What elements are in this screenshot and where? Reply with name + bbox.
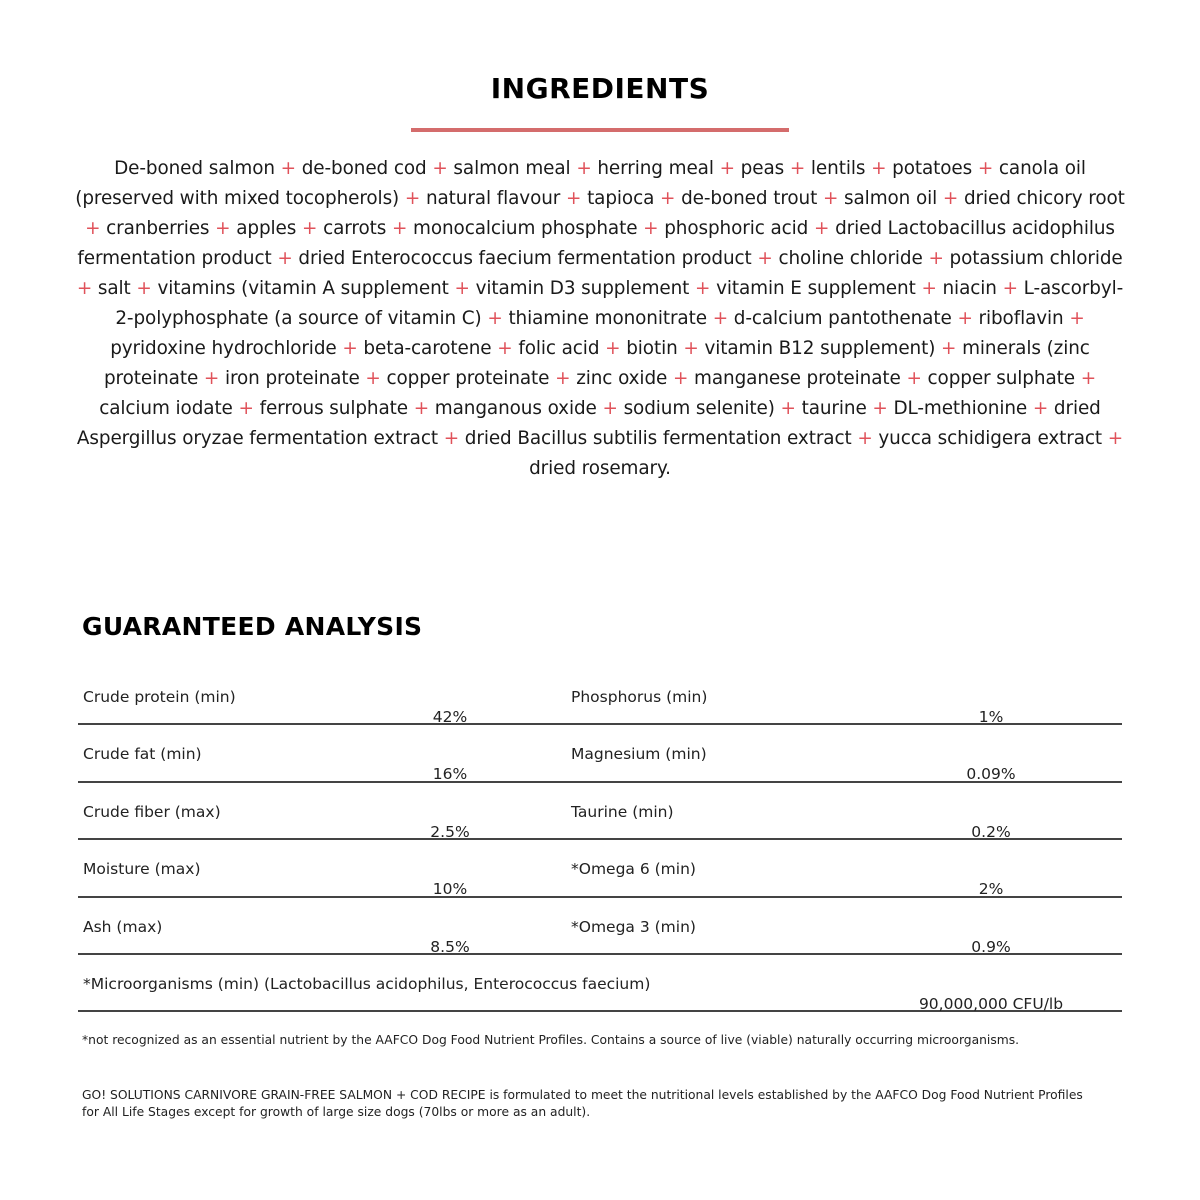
ingredient-item: tapioca: [587, 188, 655, 209]
plus-separator-icon: +: [342, 338, 358, 359]
footnote: *not recognized as an essential nutrient by the AAFCO Dog Food Nutrient Profiles. Contains a source of live (viable) naturally occurring microorganisms.: [82, 1033, 1020, 1047]
plus-separator-icon: +: [695, 278, 711, 299]
plus-separator-icon: +: [719, 158, 735, 179]
nutrient-label: Crude protein (min): [83, 688, 236, 706]
ingredient-item: copper sulphate: [927, 368, 1075, 389]
ingredient-item: L-ascorbyl-2-polyphosphate (a source of vitamin C): [115, 278, 1124, 329]
plus-separator-icon: +: [277, 248, 293, 269]
ingredient-item: sodium selenite): [623, 398, 775, 419]
ingredient-item: thiamine mononitrate: [508, 308, 707, 329]
ingredient-item: canola oil (preserved with mixed tocopherols): [75, 158, 1086, 209]
nutrient-label: Crude fiber (max): [83, 802, 221, 821]
plus-separator-icon: +: [977, 158, 994, 179]
ingredient-item: manganous oxide: [434, 398, 597, 419]
plus-separator-icon: +: [789, 158, 806, 179]
plus-separator-icon: +: [814, 218, 830, 239]
plus-separator-icon: +: [215, 218, 231, 239]
ingredient-item: salmon meal: [453, 158, 571, 179]
ingredient-item: choline chloride: [778, 248, 923, 269]
ingredient-item: potatoes: [892, 158, 973, 179]
ingredient-item: monocalcium phosphate: [413, 218, 638, 239]
plus-separator-icon: +: [957, 308, 973, 329]
nutrient-value: 1%: [978, 708, 1004, 726]
plus-separator-icon: +: [683, 338, 699, 359]
plus-separator-icon: +: [1107, 428, 1124, 449]
ingredient-item: calcium iodate: [99, 398, 233, 419]
nutrient-label: *Omega 3 (min): [571, 917, 696, 936]
plus-separator-icon: +: [566, 188, 582, 209]
ingredient-item: carrots: [323, 218, 387, 239]
ingredient-item: zinc oxide: [576, 368, 668, 389]
plus-separator-icon: +: [391, 218, 408, 239]
ingredient-item: yucca schidigera extract: [878, 428, 1103, 449]
ingredient-item: taurine: [801, 398, 867, 419]
ingredients-title: INGREDIENTS: [490, 72, 710, 105]
ingredients-underline-divider: [411, 128, 789, 132]
plus-separator-icon: +: [487, 308, 503, 329]
ingredient-item: niacin: [942, 278, 997, 299]
nutrient-label: Magnesium (min): [571, 745, 707, 764]
ingredient-item: folic acid: [518, 338, 600, 359]
nutrient-value: 0.09%: [966, 765, 1016, 784]
ingredient-item: apples: [236, 218, 297, 239]
ingredient-item: herring meal: [597, 158, 714, 179]
nutrient-value: 0.2%: [971, 822, 1011, 841]
plus-separator-icon: +: [602, 398, 618, 419]
ingredient-item: d-calcium pantothenate: [733, 308, 952, 329]
plus-separator-icon: +: [443, 428, 460, 449]
ingredient-item: de-boned trout: [681, 188, 818, 209]
plus-separator-icon: +: [404, 188, 421, 209]
plus-separator-icon: +: [203, 368, 220, 389]
nutrient-label: *Omega 6 (min): [571, 860, 696, 879]
plus-separator-icon: +: [413, 398, 430, 419]
microorganisms-label: *Microorganisms (min) (Lactobacillus acidophilus, Enterococcus faecium): [83, 974, 651, 993]
plus-separator-icon: +: [1080, 368, 1096, 389]
plus-separator-icon: +: [302, 218, 318, 239]
aafco-statement: GO! SOLUTIONS CARNIVORE GRAIN-FREE SALMON + COD RECIPE is formulated to meet the nutritional levels established by the AAFCO Dog Food Nutrient Profiles for All Life Stages except for growth of large size dogs (70lbs or more as an adult).: [82, 1088, 1083, 1119]
ingredient-item: riboflavin: [978, 308, 1064, 329]
ingredient-item: pyridoxine hydrochloride: [110, 338, 337, 359]
ingredient-item: salmon oil: [844, 188, 938, 209]
ingredient-item: manganese proteinate: [694, 368, 901, 389]
table-row-microorganisms: [78, 955, 1122, 1012]
ingredient-item: vitamin D3 supplement: [475, 278, 690, 299]
ingredient-item: DL-methionine: [893, 398, 1028, 419]
nutrient-value: 2.5%: [430, 822, 470, 841]
ingredient-item: vitamin B12 supplement): [704, 338, 936, 359]
table-row: [78, 783, 1122, 840]
ingredient-item: de-boned cod: [301, 158, 427, 179]
nutrient-value: 2%: [978, 880, 1004, 899]
plus-separator-icon: +: [280, 158, 296, 179]
plus-separator-icon: +: [605, 338, 621, 359]
nutrient-value: 16%: [432, 765, 468, 784]
nutrient-label: Crude fat (min): [83, 745, 202, 764]
nutrient-value: 10%: [432, 880, 468, 899]
plus-separator-icon: +: [857, 428, 873, 449]
ingredient-item: beta-carotene: [363, 338, 492, 359]
ingredient-item: potassium chloride: [949, 248, 1123, 269]
ingredient-item: biotin: [626, 338, 678, 359]
ingredient-item: vitamins (vitamin A supplement: [157, 278, 449, 299]
plus-separator-icon: +: [942, 188, 959, 209]
plus-separator-icon: +: [576, 158, 592, 179]
ingredient-item: dried chicory root: [963, 188, 1125, 209]
ingredient-item: copper proteinate: [386, 368, 550, 389]
nutrient-value: 8.5%: [430, 937, 470, 956]
plus-separator-icon: +: [780, 398, 796, 419]
plus-separator-icon: +: [712, 308, 728, 329]
ingredient-item: salt: [97, 278, 131, 299]
plus-separator-icon: +: [76, 278, 93, 299]
ingredient-item: natural flavour: [425, 188, 561, 209]
ingredient-item: dried Lactobacillus acidophilus fermentation product: [77, 218, 1115, 269]
plus-separator-icon: +: [643, 218, 659, 239]
ingredient-item: ferrous sulphate: [259, 398, 408, 419]
guaranteed-analysis-title: GUARANTEED ANALYSIS: [82, 612, 423, 641]
ingredient-item: minerals (zinc proteinate: [103, 338, 1090, 389]
plus-separator-icon: +: [136, 278, 152, 299]
plus-separator-icon: +: [238, 398, 254, 419]
ingredient-item: dried rosemary.: [529, 458, 671, 479]
plus-separator-icon: +: [757, 248, 773, 269]
ingredient-item: lentils: [810, 158, 866, 179]
plus-separator-icon: +: [85, 218, 101, 239]
ingredient-item: vitamin E supplement: [716, 278, 916, 299]
table-row: [78, 898, 1122, 955]
plus-separator-icon: +: [928, 248, 944, 269]
plus-separator-icon: +: [872, 398, 888, 419]
plus-separator-icon: +: [555, 368, 571, 389]
plus-separator-icon: +: [672, 368, 689, 389]
nutrient-label: Ash (max): [83, 917, 163, 936]
table-row: [78, 840, 1122, 897]
nutrient-label: Phosphorus (min): [571, 688, 708, 706]
nutrient-label: Moisture (max): [83, 860, 201, 879]
plus-separator-icon: +: [497, 338, 513, 359]
guaranteed-analysis-table: [78, 668, 1122, 1012]
ingredient-item: phosphoric acid: [664, 218, 809, 239]
nutrient-value: 0.9%: [971, 937, 1011, 956]
plus-separator-icon: +: [454, 278, 470, 299]
table-row: [78, 725, 1122, 782]
plus-separator-icon: +: [1002, 278, 1018, 299]
plus-separator-icon: +: [871, 158, 887, 179]
nutrient-value: 42%: [432, 708, 468, 726]
ingredients-list: [75, 154, 1125, 484]
plus-separator-icon: +: [432, 158, 448, 179]
plus-separator-icon: +: [906, 368, 922, 389]
ingredient-item: cranberries: [106, 218, 210, 239]
ingredient-item: peas: [740, 158, 785, 179]
ingredient-item: iron proteinate: [224, 368, 360, 389]
plus-separator-icon: +: [365, 368, 381, 389]
plus-separator-icon: +: [660, 188, 676, 209]
plus-separator-icon: +: [1032, 398, 1049, 419]
table-row: [78, 668, 1122, 725]
microorganisms-value: 90,000,000 CFU/lb: [918, 994, 1064, 1013]
plus-separator-icon: +: [921, 278, 937, 299]
ingredient-item: dried Bacillus subtilis fermentation extract: [464, 428, 852, 449]
plus-separator-icon: +: [1069, 308, 1085, 329]
plus-separator-icon: +: [822, 188, 839, 209]
ingredient-item: dried Enterococcus faecium fermentation product: [298, 248, 752, 269]
nutrient-label: Taurine (min): [571, 802, 674, 821]
ingredient-item: De-boned salmon: [114, 158, 275, 179]
ingredient-item: dried Aspergillus oryzae fermentation extract: [76, 398, 1101, 449]
plus-separator-icon: +: [941, 338, 957, 359]
